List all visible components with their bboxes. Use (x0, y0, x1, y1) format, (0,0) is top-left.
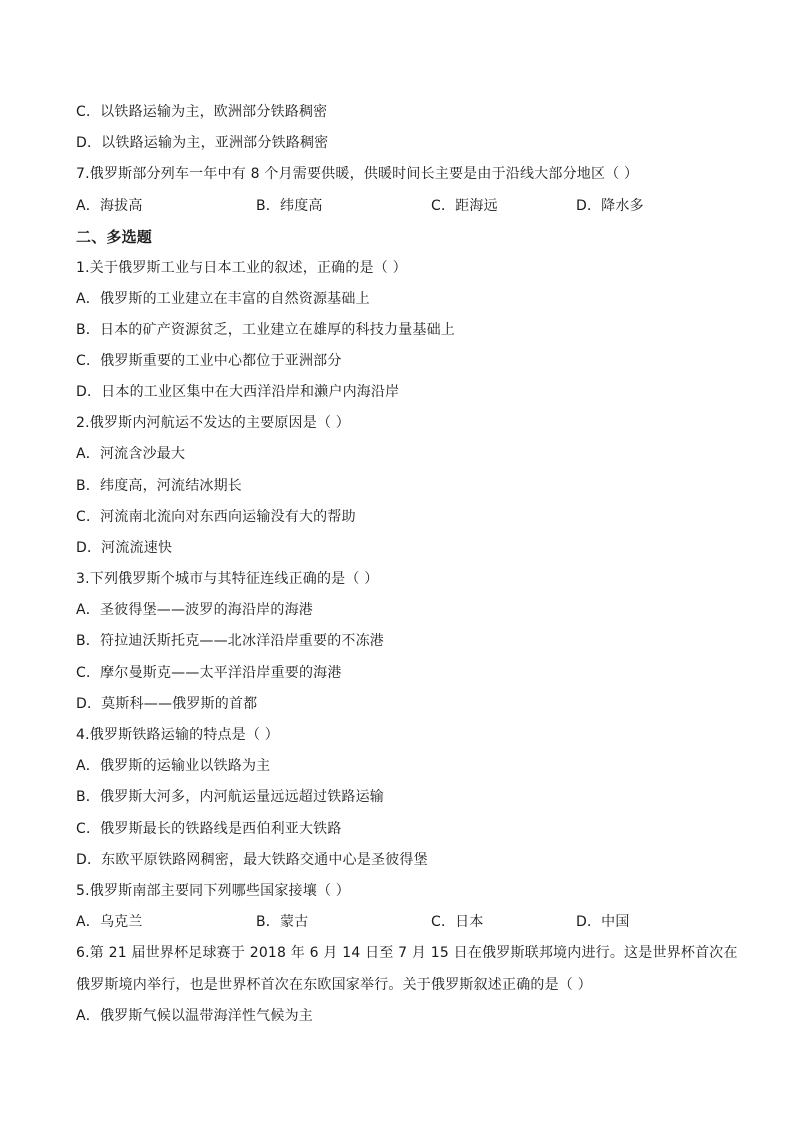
q7-stem: 7.俄罗斯部分列车一年中有 8 个月需要供暖，供暖时间长主要是由于沿线大部分地区（ ） (76, 166, 639, 182)
m-q5-stem: 5.俄罗斯南部主要同下列哪些国家接壤（ ） (76, 883, 351, 899)
q7-options (0, 196, 794, 216)
q6-option-c-prev: C．以铁路运输为主，欧洲部分铁路稠密 (76, 104, 328, 120)
m-q5-option-a: A．乌克兰 (76, 914, 143, 930)
q7-option-d: D．降水多 (576, 198, 644, 214)
q7-option-b: B．纬度高 (256, 198, 323, 214)
m-q4-stem: 4.俄罗斯铁路运输的特点是（ ） (76, 727, 280, 743)
m-q3-option-c: C．摩尔曼斯克——太平洋沿岸重要的海港 (76, 665, 342, 681)
section-heading-multiple-choice: 二、多选题 (76, 228, 153, 246)
m-q6-option-a: A．俄罗斯气候以温带海洋性气候为主 (76, 1008, 313, 1024)
m-q5-option-b: B．蒙古 (256, 914, 309, 930)
m-q4-option-c: C．俄罗斯最长的铁路线是西伯利亚大铁路 (76, 821, 342, 837)
m-q4-option-b: B．俄罗斯大河多，内河航运量远远超过铁路运输 (76, 789, 385, 805)
m-q2-option-d: D．河流流速快 (76, 540, 173, 556)
m-q1-option-b: B．日本的矿产资源贫乏，工业建立在雄厚的科技力量基础上 (76, 322, 456, 338)
m-q4-option-a: A．俄罗斯的运输业以铁路为主 (76, 758, 271, 774)
m-q5-options (0, 912, 794, 932)
m-q2-option-c: C．河流南北流向对东西向运输没有大的帮助 (76, 509, 356, 525)
m-q1-option-d: D．日本的工业区集中在大西洋沿岸和濑户内海沿岸 (76, 384, 400, 400)
m-q6-stem-line2: 俄罗斯境内举行，也是世界杯首次在东欧国家举行。关于俄罗斯叙述正确的是（ ） (76, 977, 592, 993)
m-q3-option-b: B．符拉迪沃斯托克——北冰洋沿岸重要的不冻港 (76, 633, 385, 649)
m-q3-stem: 3.下列俄罗斯个城市与其特征连线正确的是（ ） (76, 571, 379, 587)
q6-option-d-prev: D．以铁路运输为主，亚洲部分铁路稠密 (76, 135, 329, 151)
m-q3-option-a: A．圣彼得堡——波罗的海沿岸的海港 (76, 602, 313, 618)
m-q1-option-a: A．俄罗斯的工业建立在丰富的自然资源基础上 (76, 291, 370, 307)
q7-option-c: C．距海远 (431, 198, 498, 214)
m-q2-option-a: A．河流含沙最大 (76, 446, 186, 462)
m-q2-option-b: B．纬度高，河流结冰期长 (76, 478, 243, 494)
m-q1-stem: 1.关于俄罗斯工业与日本工业的叙述，正确的是（ ） (76, 260, 407, 276)
m-q1-option-c: C．俄罗斯重要的工业中心都位于亚洲部分 (76, 353, 342, 369)
m-q4-option-d: D．东欧平原铁路网稠密，最大铁路交通中心是圣彼得堡 (76, 852, 428, 868)
m-q6-stem-line1: 6.第 21 届世界杯足球赛于 2018 年 6 月 14 日至 7 月 15 日在俄罗斯联邦境内进行。这是世界杯首次在 (76, 945, 738, 961)
m-q5-option-d: D．中国 (576, 914, 630, 930)
m-q2-stem: 2.俄罗斯内河航运不发达的主要原因是（ ） (76, 415, 351, 431)
m-q3-option-d: D．莫斯科——俄罗斯的首都 (76, 696, 258, 712)
m-q5-option-c: C．日本 (431, 914, 484, 930)
q7-option-a: A．海拔高 (76, 198, 143, 214)
